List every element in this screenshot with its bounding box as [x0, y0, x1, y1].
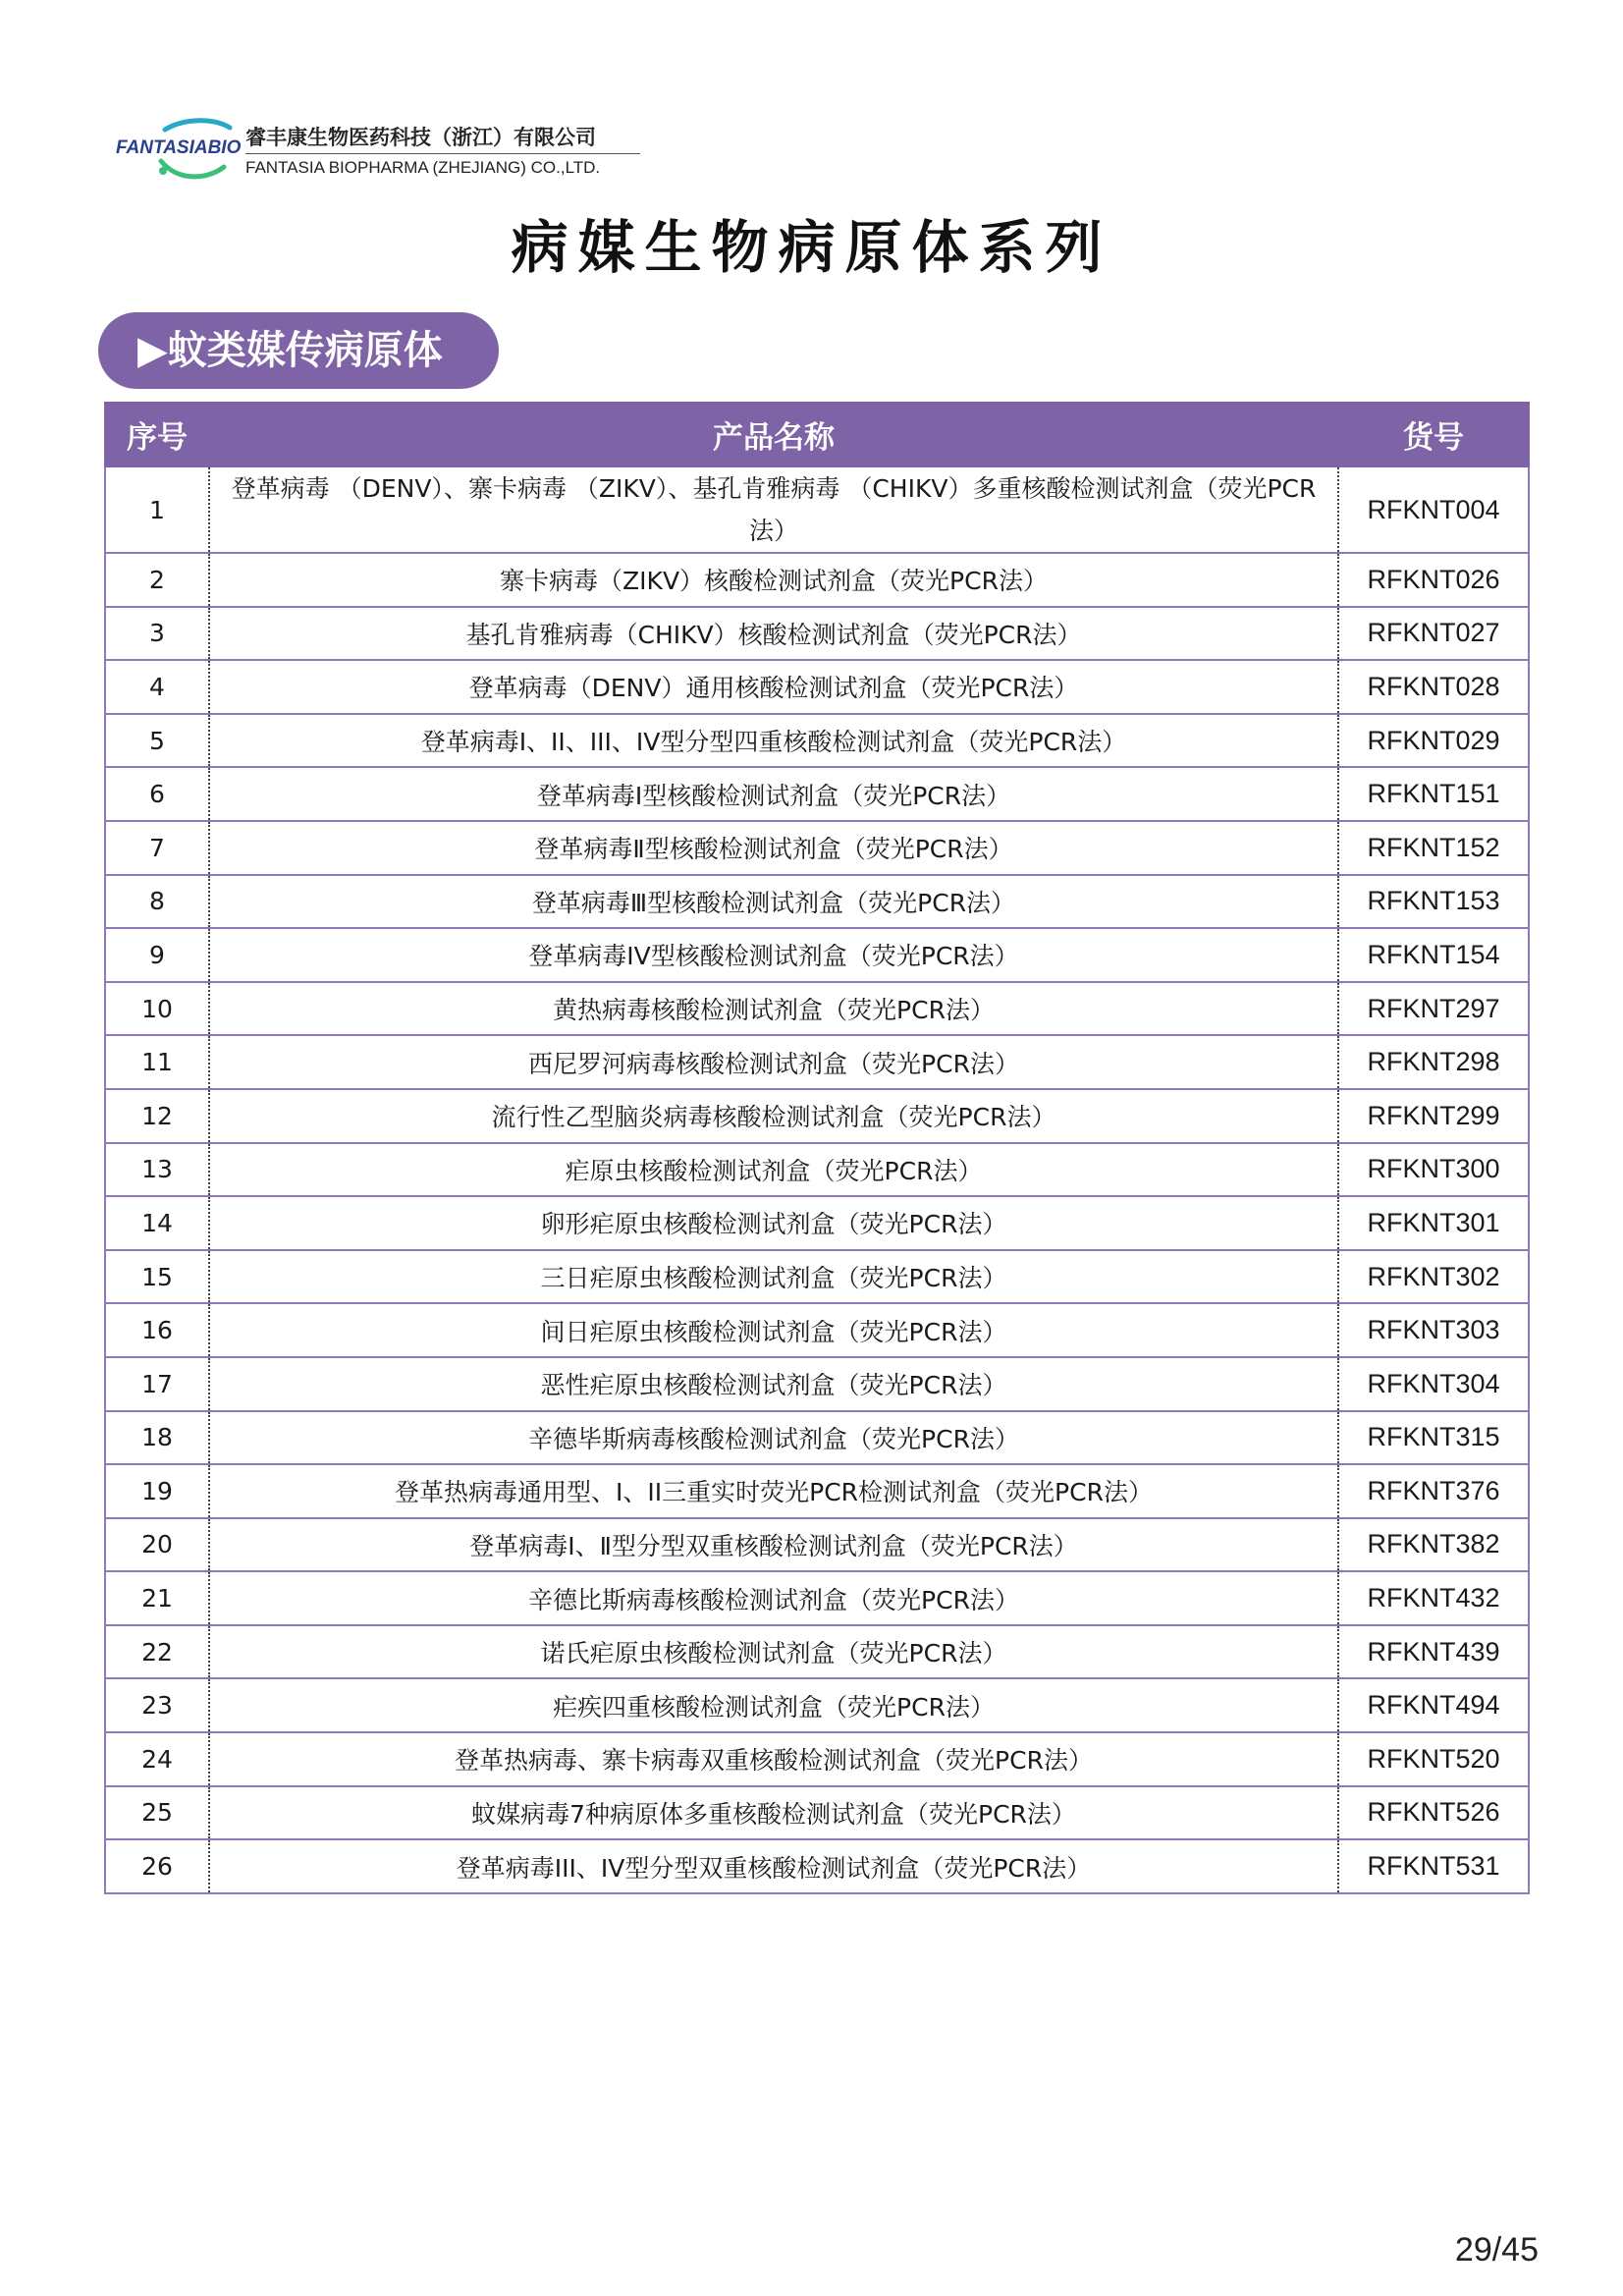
product-name: 登革病毒Ⅲ型核酸检测试剂盒（荧光PCR法）: [209, 875, 1338, 929]
product-code: RFKNT315: [1338, 1411, 1529, 1465]
product-name: 登革病毒Ⅱ型核酸检测试剂盒（荧光PCR法）: [209, 821, 1338, 875]
page-title: 病媒生物病原体系列: [511, 214, 1112, 281]
table-row: [105, 1411, 1529, 1465]
row-number: 15: [105, 1250, 209, 1304]
product-name: 登革病毒 （DENV）、寨卡病毒 （ZIKV）、基孔肯雅病毒 （CHIKV）多重核酸检测试剂盒（荧光PCR法）: [209, 466, 1338, 553]
product-name: 疟疾四重核酸检测试剂盒（荧光PCR法）: [209, 1678, 1338, 1732]
table-row: [105, 660, 1529, 714]
product-name: 登革病毒I型核酸检测试剂盒（荧光PCR法）: [209, 767, 1338, 821]
product-name: 西尼罗河病毒核酸检测试剂盒（荧光PCR法）: [209, 1035, 1338, 1089]
row-number: 7: [105, 821, 209, 875]
row-number: 26: [105, 1839, 209, 1893]
row-number: 10: [105, 982, 209, 1036]
header-code: 货号: [1338, 403, 1529, 466]
table-row: [105, 1196, 1529, 1250]
logo-wordmark: FANTASIABIO: [116, 137, 242, 158]
table-row: [105, 928, 1529, 982]
row-number: 17: [105, 1357, 209, 1411]
product-code: RFKNT382: [1338, 1518, 1529, 1572]
table-row: [105, 607, 1529, 661]
product-code: RFKNT432: [1338, 1571, 1529, 1625]
product-code: RFKNT026: [1338, 553, 1529, 607]
product-code: RFKNT004: [1338, 466, 1529, 553]
product-code: RFKNT297: [1338, 982, 1529, 1036]
product-code: RFKNT439: [1338, 1625, 1529, 1679]
table-row: [105, 714, 1529, 768]
product-name: 登革热病毒通用型、I、II三重实时荧光PCR检测试剂盒（荧光PCR法）: [209, 1464, 1338, 1518]
row-number: 4: [105, 660, 209, 714]
product-name: 疟原虫核酸检测试剂盒（荧光PCR法）: [209, 1143, 1338, 1197]
product-code: RFKNT300: [1338, 1143, 1529, 1197]
row-number: 16: [105, 1303, 209, 1357]
product-name: 辛德比斯病毒核酸检测试剂盒（荧光PCR法）: [209, 1571, 1338, 1625]
product-name: 登革病毒I、II、III、IV型分型四重核酸检测试剂盒（荧光PCR法）: [209, 714, 1338, 768]
table-row: [105, 1250, 1529, 1304]
product-name: 寨卡病毒（ZIKV）核酸检测试剂盒（荧光PCR法）: [209, 553, 1338, 607]
company-name-cn: 睿丰康生物医药科技（浙江）有限公司: [245, 126, 596, 149]
product-code: RFKNT304: [1338, 1357, 1529, 1411]
row-number: 12: [105, 1089, 209, 1143]
row-number: 11: [105, 1035, 209, 1089]
row-number: 8: [105, 875, 209, 929]
product-name: 卵形疟原虫核酸检测试剂盒（荧光PCR法）: [209, 1196, 1338, 1250]
section-heading: [98, 312, 499, 389]
row-number: 24: [105, 1732, 209, 1786]
product-name: 间日疟原虫核酸检测试剂盒（荧光PCR法）: [209, 1303, 1338, 1357]
product-name: 恶性疟原虫核酸检测试剂盒（荧光PCR法）: [209, 1357, 1338, 1411]
product-code: RFKNT153: [1338, 875, 1529, 929]
product-code: RFKNT151: [1338, 767, 1529, 821]
table-row: [105, 1518, 1529, 1572]
table-row: [105, 1303, 1529, 1357]
company-header: [116, 116, 626, 185]
section-heading-label: ▶蚊类媒传病原体: [137, 328, 443, 373]
row-number: 14: [105, 1196, 209, 1250]
product-code: RFKNT531: [1338, 1839, 1529, 1893]
table-row: [105, 982, 1529, 1036]
product-code: RFKNT303: [1338, 1303, 1529, 1357]
row-number: 9: [105, 928, 209, 982]
table-row: [105, 1035, 1529, 1089]
product-name: 诺氏疟原虫核酸检测试剂盒（荧光PCR法）: [209, 1625, 1338, 1679]
product-code: RFKNT494: [1338, 1678, 1529, 1732]
product-code: RFKNT029: [1338, 714, 1529, 768]
product-name: 登革热病毒、寨卡病毒双重核酸检测试剂盒（荧光PCR法）: [209, 1732, 1338, 1786]
table-row: [105, 1464, 1529, 1518]
table-row: [105, 767, 1529, 821]
product-code: RFKNT301: [1338, 1196, 1529, 1250]
product-code: RFKNT028: [1338, 660, 1529, 714]
product-code: RFKNT154: [1338, 928, 1529, 982]
header-no: 序号: [105, 403, 209, 466]
row-number: 25: [105, 1786, 209, 1840]
product-code: RFKNT152: [1338, 821, 1529, 875]
table-row: [105, 1143, 1529, 1197]
row-number: 18: [105, 1411, 209, 1465]
row-number: 2: [105, 553, 209, 607]
table-row: [105, 1625, 1529, 1679]
row-number: 22: [105, 1625, 209, 1679]
product-code: RFKNT520: [1338, 1732, 1529, 1786]
product-name: 黄热病毒核酸检测试剂盒（荧光PCR法）: [209, 982, 1338, 1036]
header-divider: [245, 153, 640, 154]
table-row: [105, 553, 1529, 607]
row-number: 6: [105, 767, 209, 821]
product-name: 流行性乙型脑炎病毒核酸检测试剂盒（荧光PCR法）: [209, 1089, 1338, 1143]
row-number: 3: [105, 607, 209, 661]
table-row: [105, 1089, 1529, 1143]
product-name: 登革病毒III、IV型分型双重核酸检测试剂盒（荧光PCR法）: [209, 1839, 1338, 1893]
product-code: RFKNT526: [1338, 1786, 1529, 1840]
product-code: RFKNT299: [1338, 1089, 1529, 1143]
table-row: [105, 1839, 1529, 1893]
header-name: 产品名称: [209, 403, 1338, 466]
product-name: 辛德毕斯病毒核酸检测试剂盒（荧光PCR法）: [209, 1411, 1338, 1465]
row-number: 23: [105, 1678, 209, 1732]
page-number: 29/45: [1454, 2231, 1539, 2269]
table-row: [105, 821, 1529, 875]
product-code: RFKNT302: [1338, 1250, 1529, 1304]
table-row: [105, 875, 1529, 929]
table-header-row: [105, 403, 1529, 466]
table-row: [105, 1678, 1529, 1732]
table-row: [105, 466, 1529, 553]
product-name: 登革病毒IV型核酸检测试剂盒（荧光PCR法）: [209, 928, 1338, 982]
table-row: [105, 1732, 1529, 1786]
product-name: 三日疟原虫核酸检测试剂盒（荧光PCR法）: [209, 1250, 1338, 1304]
row-number: 21: [105, 1571, 209, 1625]
product-code: RFKNT376: [1338, 1464, 1529, 1518]
product-name: 登革病毒（DENV）通用核酸检测试剂盒（荧光PCR法）: [209, 660, 1338, 714]
product-name: 基孔肯雅病毒（CHIKV）核酸检测试剂盒（荧光PCR法）: [209, 607, 1338, 661]
company-name-en: FANTASIA BIOPHARMA (ZHEJIANG) CO.,LTD.: [245, 158, 601, 177]
table-row: [105, 1786, 1529, 1840]
table-row: [105, 1571, 1529, 1625]
product-code: RFKNT298: [1338, 1035, 1529, 1089]
product-name: 登革病毒Ⅰ、Ⅱ型分型双重核酸检测试剂盒（荧光PCR法）: [209, 1518, 1338, 1572]
row-number: 13: [105, 1143, 209, 1197]
product-code: RFKNT027: [1338, 607, 1529, 661]
product-name: 蚊媒病毒7种病原体多重核酸检测试剂盒（荧光PCR法）: [209, 1786, 1338, 1840]
product-table: [104, 402, 1530, 1894]
row-number: 5: [105, 714, 209, 768]
table-row: [105, 1357, 1529, 1411]
row-number: 19: [105, 1464, 209, 1518]
row-number: 20: [105, 1518, 209, 1572]
row-number: 1: [105, 466, 209, 553]
